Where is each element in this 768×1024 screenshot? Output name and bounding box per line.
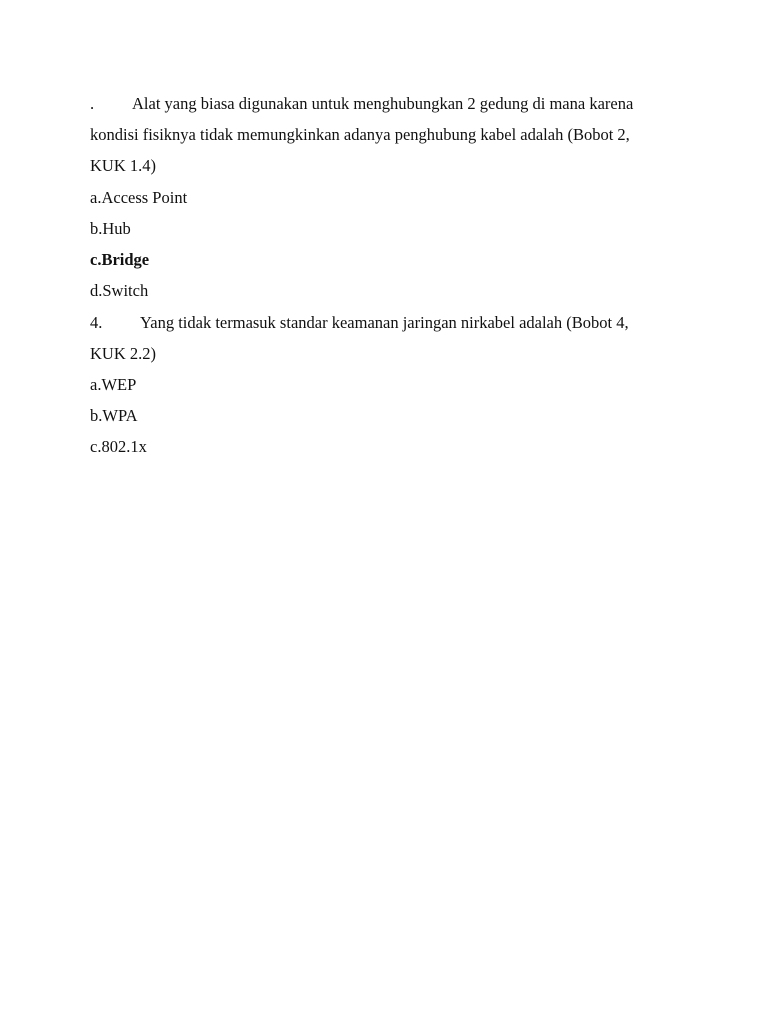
- question-4-option-b: b.WPA: [90, 406, 138, 425]
- question-1-text-line-1: Alat yang biasa digunakan untuk menghubungkan 2 gedung di mana karena: [132, 94, 634, 113]
- question-4-number: 4.: [90, 313, 103, 332]
- question-1-option-b: b.Hub: [90, 219, 131, 238]
- question-1-option-d: d.Switch: [90, 281, 149, 300]
- question-4-option-a: a.WEP: [90, 375, 137, 394]
- question-1-line-1: [90, 94, 633, 114]
- question-1-text-line-2: kondisi fisiknya tidak memungkinkan adanya penghubung kabel adalah (Bobot 2,: [90, 125, 630, 144]
- question-4-option-c: c.802.1x: [90, 437, 147, 456]
- question-4-text-line-1: Yang tidak termasuk standar keamanan jaringan nirkabel adalah (Bobot 4,: [140, 313, 629, 332]
- question-1-option-c-answer: c.Bridge: [90, 250, 150, 269]
- question-1-number: .: [90, 94, 95, 113]
- question-1-option-a: a.Access Point: [90, 188, 188, 207]
- question-4-line-1: [90, 313, 629, 333]
- question-1-text-line-3: KUK 1.4): [90, 156, 156, 175]
- question-4-text-line-2: KUK 2.2): [90, 344, 156, 363]
